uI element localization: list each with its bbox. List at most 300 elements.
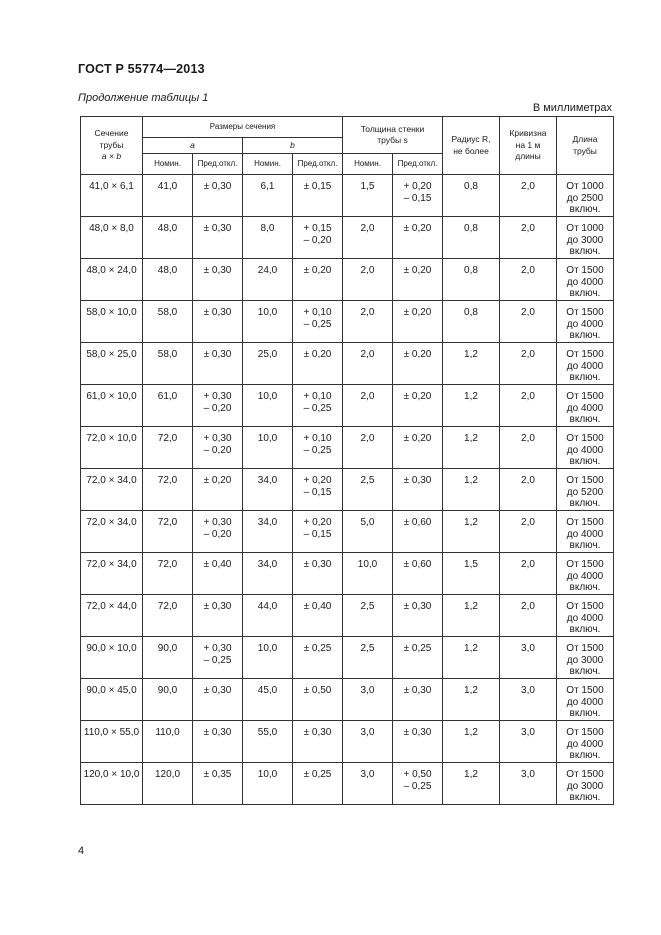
cell-curvature: 2,0 xyxy=(500,217,557,259)
cell-s-tolerance xyxy=(393,511,443,553)
cell-radius: 1,2 xyxy=(443,427,500,469)
cell-s-nominal: 3,0 xyxy=(343,721,393,763)
cell-b-tolerance-line: + 0,20 xyxy=(303,475,332,486)
cell-s-tolerance-line: ± 0,30 xyxy=(403,685,432,696)
cell-b-tolerance-line: – 0,25 xyxy=(303,444,332,456)
table-row xyxy=(81,763,614,805)
cell-s-tolerance xyxy=(393,217,443,259)
cell-length-line: до 4000 xyxy=(566,276,604,288)
cell-length-line: От 1500 xyxy=(566,391,604,402)
cell-b-tolerance xyxy=(293,217,343,259)
cell-section: 72,0 × 44,0 xyxy=(81,595,143,637)
cell-s-nominal: 2,0 xyxy=(343,427,393,469)
cell-length-line: включ. xyxy=(569,540,601,551)
cell-b-tolerance xyxy=(293,637,343,679)
table-row xyxy=(81,595,614,637)
cell-a-tolerance-line: ± 0,30 xyxy=(203,181,232,192)
cell-length-line: От 1500 xyxy=(566,265,604,276)
cell-length xyxy=(557,259,614,301)
cell-radius: 1,2 xyxy=(443,595,500,637)
cell-length-line: включ. xyxy=(569,372,601,383)
cell-b-tolerance-line: ± 0,20 xyxy=(303,265,332,276)
cell-length-line: От 1000 xyxy=(566,181,604,192)
table-row xyxy=(81,259,614,301)
cell-s-tolerance xyxy=(393,553,443,595)
cell-length xyxy=(557,595,614,637)
cell-length-line: до 4000 xyxy=(566,612,604,624)
cell-b-tolerance-line: – 0,20 xyxy=(303,234,332,246)
cell-b-tolerance xyxy=(293,679,343,721)
cell-curvature: 2,0 xyxy=(500,259,557,301)
cell-radius: 0,8 xyxy=(443,259,500,301)
cell-b-tolerance xyxy=(293,175,343,217)
cell-b-nominal: 10,0 xyxy=(243,637,293,679)
table-row xyxy=(81,721,614,763)
cell-section: 41,0 × 6,1 xyxy=(81,175,143,217)
table-row xyxy=(81,469,614,511)
cell-s-nominal: 3,0 xyxy=(343,679,393,721)
cell-curvature: 2,0 xyxy=(500,511,557,553)
header-radius-line2: не более xyxy=(453,145,489,156)
header-b: b xyxy=(243,138,343,154)
cell-s-nominal: 1,5 xyxy=(343,175,393,217)
cell-a-nominal: 72,0 xyxy=(143,595,193,637)
cell-b-nominal: 10,0 xyxy=(243,385,293,427)
cell-a-tolerance xyxy=(193,427,243,469)
cell-length xyxy=(557,553,614,595)
cell-s-tolerance xyxy=(393,385,443,427)
cell-length xyxy=(557,469,614,511)
cell-length-line: включ. xyxy=(569,414,601,425)
cell-section: 120,0 × 10,0 xyxy=(81,763,143,805)
cell-a-tolerance xyxy=(193,259,243,301)
cell-b-tolerance xyxy=(293,301,343,343)
cell-s-tolerance xyxy=(393,259,443,301)
cell-length-line: до 2500 xyxy=(566,192,604,204)
header-wall-thickness xyxy=(343,117,443,154)
cell-section: 48,0 × 8,0 xyxy=(81,217,143,259)
cell-s-tolerance-line: ± 0,20 xyxy=(403,307,432,318)
header-length-line2: трубы xyxy=(573,145,597,156)
specification-table xyxy=(80,116,614,805)
cell-b-tolerance-line: ± 0,25 xyxy=(303,643,332,654)
page-number: 4 xyxy=(78,845,85,857)
cell-b-nominal: 10,0 xyxy=(243,763,293,805)
cell-s-tolerance xyxy=(393,595,443,637)
cell-b-tolerance-line: – 0,15 xyxy=(303,528,332,540)
cell-a-tolerance xyxy=(193,679,243,721)
cell-s-tolerance-line: ± 0,20 xyxy=(403,433,432,444)
cell-a-tolerance-line: ± 0,30 xyxy=(203,223,232,234)
cell-curvature: 2,0 xyxy=(500,595,557,637)
cell-length xyxy=(557,721,614,763)
cell-a-nominal: 90,0 xyxy=(143,637,193,679)
cell-radius: 1,2 xyxy=(443,721,500,763)
cell-a-nominal: 41,0 xyxy=(143,175,193,217)
cell-length-line: От 1500 xyxy=(566,349,604,360)
cell-curvature: 2,0 xyxy=(500,385,557,427)
units-note: В миллиметрах xyxy=(532,102,612,114)
cell-length-line: включ. xyxy=(569,750,601,761)
cell-s-nominal: 2,5 xyxy=(343,469,393,511)
cell-a-nominal: 58,0 xyxy=(143,343,193,385)
cell-b-nominal: 44,0 xyxy=(243,595,293,637)
cell-radius: 1,2 xyxy=(443,343,500,385)
header-a: a xyxy=(143,138,243,154)
cell-length-line: до 4000 xyxy=(566,318,604,330)
cell-a-tolerance xyxy=(193,385,243,427)
cell-a-tolerance-line: ± 0,30 xyxy=(203,601,232,612)
cell-s-tolerance xyxy=(393,763,443,805)
cell-length-line: включ. xyxy=(569,288,601,299)
cell-curvature: 3,0 xyxy=(500,679,557,721)
cell-curvature: 3,0 xyxy=(500,721,557,763)
cell-s-nominal: 2,0 xyxy=(343,385,393,427)
cell-b-nominal: 8,0 xyxy=(243,217,293,259)
cell-section: 72,0 × 10,0 xyxy=(81,427,143,469)
cell-a-nominal: 61,0 xyxy=(143,385,193,427)
table-row xyxy=(81,427,614,469)
cell-b-nominal: 10,0 xyxy=(243,301,293,343)
header-section-line3: a × b xyxy=(101,151,122,162)
cell-a-nominal: 110,0 xyxy=(143,721,193,763)
cell-s-tolerance-line: ± 0,60 xyxy=(403,559,432,570)
header-wall-line1: Толщина стенки xyxy=(360,123,425,134)
cell-length-line: до 4000 xyxy=(566,444,604,456)
table-row xyxy=(81,637,614,679)
cell-a-tolerance-line: + 0,30 xyxy=(203,433,232,444)
cell-a-tolerance xyxy=(193,553,243,595)
cell-length xyxy=(557,217,614,259)
cell-length xyxy=(557,763,614,805)
header-curvature-line2: на 1 м xyxy=(515,139,541,150)
table-row xyxy=(81,175,614,217)
cell-s-nominal: 2,0 xyxy=(343,301,393,343)
cell-a-tolerance xyxy=(193,301,243,343)
header-s-tolerance: Пред.откл. xyxy=(393,154,443,175)
cell-s-tolerance xyxy=(393,175,443,217)
cell-s-nominal: 2,0 xyxy=(343,343,393,385)
header-wall-line2: трубы s xyxy=(377,135,408,145)
cell-b-tolerance xyxy=(293,469,343,511)
cell-a-tolerance-line: + 0,30 xyxy=(203,643,232,654)
cell-length-line: От 1000 xyxy=(566,223,604,234)
table-row xyxy=(81,385,614,427)
cell-a-tolerance xyxy=(193,595,243,637)
cell-s-nominal: 2,5 xyxy=(343,637,393,679)
cell-section: 110,0 × 55,0 xyxy=(81,721,143,763)
cell-section: 72,0 × 34,0 xyxy=(81,469,143,511)
cell-a-tolerance xyxy=(193,343,243,385)
header-curvature-line1: Кривизна xyxy=(509,128,547,139)
cell-length-line: до 4000 xyxy=(566,402,604,414)
cell-section: 90,0 × 45,0 xyxy=(81,679,143,721)
header-section-line1: Сечение xyxy=(94,128,129,139)
cell-radius: 0,8 xyxy=(443,175,500,217)
cell-s-nominal: 2,0 xyxy=(343,259,393,301)
cell-length xyxy=(557,637,614,679)
table-header xyxy=(81,117,614,175)
header-length-line1: Длина xyxy=(572,134,598,145)
cell-radius: 1,2 xyxy=(443,469,500,511)
table-row xyxy=(81,679,614,721)
cell-s-nominal: 2,0 xyxy=(343,217,393,259)
cell-b-tolerance-line: ± 0,30 xyxy=(303,727,332,738)
cell-s-nominal: 10,0 xyxy=(343,553,393,595)
cell-radius: 1,2 xyxy=(443,679,500,721)
cell-s-tolerance-line: ± 0,30 xyxy=(403,475,432,486)
table-row xyxy=(81,343,614,385)
cell-s-tolerance xyxy=(393,637,443,679)
cell-length-line: включ. xyxy=(569,330,601,341)
cell-a-tolerance-line: ± 0,20 xyxy=(203,475,232,486)
cell-length-line: От 1500 xyxy=(566,769,604,780)
cell-radius: 1,2 xyxy=(443,763,500,805)
cell-radius: 1,2 xyxy=(443,385,500,427)
cell-b-nominal: 34,0 xyxy=(243,553,293,595)
header-a-nominal: Номин. xyxy=(143,154,193,175)
cell-curvature: 2,0 xyxy=(500,175,557,217)
cell-a-tolerance-line: ± 0,40 xyxy=(203,559,232,570)
cell-length-line: до 4000 xyxy=(566,570,604,582)
cell-radius: 1,2 xyxy=(443,637,500,679)
cell-section: 48,0 × 24,0 xyxy=(81,259,143,301)
cell-a-tolerance xyxy=(193,637,243,679)
cell-s-tolerance-line: ± 0,20 xyxy=(403,349,432,360)
cell-length-line: включ. xyxy=(569,246,601,257)
cell-section: 61,0 × 10,0 xyxy=(81,385,143,427)
cell-b-tolerance-line: ± 0,15 xyxy=(303,181,332,192)
cell-a-tolerance-line: – 0,20 xyxy=(203,444,232,456)
cell-curvature: 2,0 xyxy=(500,553,557,595)
cell-b-nominal: 34,0 xyxy=(243,511,293,553)
cell-length-line: до 3000 xyxy=(566,780,604,792)
cell-a-tolerance xyxy=(193,721,243,763)
cell-length-line: включ. xyxy=(569,792,601,803)
cell-a-tolerance xyxy=(193,511,243,553)
cell-radius: 0,8 xyxy=(443,301,500,343)
header-s-nominal: Номин. xyxy=(343,154,393,175)
cell-a-nominal: 72,0 xyxy=(143,511,193,553)
cell-a-nominal: 72,0 xyxy=(143,427,193,469)
table-body xyxy=(81,175,614,805)
cell-length-line: до 4000 xyxy=(566,360,604,372)
cell-section: 58,0 × 10,0 xyxy=(81,301,143,343)
cell-section: 72,0 × 34,0 xyxy=(81,511,143,553)
header-b-nominal: Номин. xyxy=(243,154,293,175)
cell-length-line: до 3000 xyxy=(566,234,604,246)
cell-radius: 1,2 xyxy=(443,511,500,553)
header-b-tolerance: Пред.откл. xyxy=(293,154,343,175)
cell-length-line: включ. xyxy=(569,666,601,677)
cell-a-nominal: 72,0 xyxy=(143,553,193,595)
cell-a-tolerance xyxy=(193,217,243,259)
cell-b-tolerance xyxy=(293,511,343,553)
cell-length xyxy=(557,427,614,469)
cell-s-tolerance xyxy=(393,301,443,343)
cell-length-line: От 1500 xyxy=(566,559,604,570)
cell-b-nominal: 34,0 xyxy=(243,469,293,511)
cell-length-line: От 1500 xyxy=(566,601,604,612)
cell-section: 72,0 × 34,0 xyxy=(81,553,143,595)
cell-a-tolerance xyxy=(193,175,243,217)
table-row xyxy=(81,553,614,595)
cell-curvature: 2,0 xyxy=(500,427,557,469)
cell-length-line: до 5200 xyxy=(566,486,604,498)
cell-b-nominal: 6,1 xyxy=(243,175,293,217)
cell-s-tolerance xyxy=(393,469,443,511)
cell-s-tolerance-line: ± 0,25 xyxy=(403,643,432,654)
cell-b-tolerance xyxy=(293,553,343,595)
cell-length xyxy=(557,511,614,553)
cell-b-tolerance-line: – 0,15 xyxy=(303,486,332,498)
cell-a-tolerance-line: + 0,30 xyxy=(203,517,232,528)
cell-length-line: От 1500 xyxy=(566,643,604,654)
cell-a-nominal: 48,0 xyxy=(143,217,193,259)
cell-b-tolerance xyxy=(293,343,343,385)
cell-s-tolerance xyxy=(393,427,443,469)
cell-b-tolerance-line: ± 0,20 xyxy=(303,349,332,360)
cell-length xyxy=(557,343,614,385)
cell-length-line: включ. xyxy=(569,624,601,635)
cell-s-tolerance-line: ± 0,20 xyxy=(403,223,432,234)
document-title: ГОСТ Р 55774—2013 xyxy=(78,62,205,76)
cell-b-tolerance-line: + 0,20 xyxy=(303,517,332,528)
cell-curvature: 3,0 xyxy=(500,637,557,679)
cell-b-tolerance xyxy=(293,385,343,427)
cell-b-tolerance-line: + 0,15 xyxy=(303,223,332,234)
cell-s-tolerance xyxy=(393,343,443,385)
cell-length xyxy=(557,175,614,217)
cell-length-line: От 1500 xyxy=(566,727,604,738)
cell-b-tolerance xyxy=(293,595,343,637)
header-section-line2: трубы xyxy=(99,139,124,150)
cell-a-tolerance-line: – 0,20 xyxy=(203,528,232,540)
cell-b-tolerance-line: ± 0,50 xyxy=(303,685,332,696)
cell-b-tolerance xyxy=(293,763,343,805)
cell-s-tolerance-line: ± 0,20 xyxy=(403,265,432,276)
cell-a-tolerance xyxy=(193,763,243,805)
cell-a-tolerance-line: ± 0,30 xyxy=(203,349,232,360)
cell-b-nominal: 24,0 xyxy=(243,259,293,301)
cell-b-tolerance xyxy=(293,259,343,301)
cell-b-tolerance-line: + 0,10 xyxy=(303,391,332,402)
cell-a-tolerance-line: ± 0,35 xyxy=(203,769,232,780)
cell-s-tolerance-line: ± 0,30 xyxy=(403,727,432,738)
cell-s-tolerance-line: – 0,15 xyxy=(403,192,432,204)
cell-length-line: до 4000 xyxy=(566,696,604,708)
cell-length-line: От 1500 xyxy=(566,475,604,486)
cell-s-tolerance-line: ± 0,30 xyxy=(403,601,432,612)
header-curvature-line3: длины xyxy=(515,151,541,162)
cell-b-nominal: 55,0 xyxy=(243,721,293,763)
header-a-tolerance: Пред.откл. xyxy=(193,154,243,175)
cell-radius: 0,8 xyxy=(443,217,500,259)
cell-curvature: 2,0 xyxy=(500,343,557,385)
header-radius xyxy=(443,117,500,175)
cell-b-tolerance xyxy=(293,721,343,763)
cell-b-tolerance xyxy=(293,427,343,469)
cell-b-tolerance-line: – 0,25 xyxy=(303,402,332,414)
cell-b-tolerance-line: ± 0,40 xyxy=(303,601,332,612)
cell-s-tolerance-line: + 0,50 xyxy=(403,769,432,780)
header-section xyxy=(81,117,143,175)
header-curvature xyxy=(500,117,557,175)
header-length xyxy=(557,117,614,175)
header-section-sizes: Размеры сечения xyxy=(143,117,343,138)
cell-a-tolerance xyxy=(193,469,243,511)
cell-a-tolerance-line: + 0,30 xyxy=(203,391,232,402)
cell-b-tolerance-line: ± 0,30 xyxy=(303,559,332,570)
cell-s-tolerance-line: ± 0,60 xyxy=(403,517,432,528)
cell-section: 90,0 × 10,0 xyxy=(81,637,143,679)
cell-b-tolerance-line: + 0,10 xyxy=(303,433,332,444)
cell-b-nominal: 45,0 xyxy=(243,679,293,721)
cell-s-tolerance-line: + 0,20 xyxy=(403,181,432,192)
table-caption: Продолжение таблицы 1 xyxy=(78,92,209,104)
cell-length-line: включ. xyxy=(569,582,601,593)
cell-length-line: От 1500 xyxy=(566,433,604,444)
cell-length-line: включ. xyxy=(569,708,601,719)
table-row xyxy=(81,301,614,343)
cell-s-tolerance-line: – 0,25 xyxy=(403,780,432,792)
cell-b-nominal: 10,0 xyxy=(243,427,293,469)
cell-length-line: От 1500 xyxy=(566,685,604,696)
cell-length-line: включ. xyxy=(569,204,601,215)
cell-a-tolerance-line: ± 0,30 xyxy=(203,727,232,738)
table-row xyxy=(81,511,614,553)
cell-a-nominal: 120,0 xyxy=(143,763,193,805)
cell-length-line: до 4000 xyxy=(566,738,604,750)
cell-radius: 1,5 xyxy=(443,553,500,595)
cell-s-tolerance xyxy=(393,679,443,721)
cell-curvature: 3,0 xyxy=(500,763,557,805)
cell-length-line: От 1500 xyxy=(566,307,604,318)
cell-a-nominal: 72,0 xyxy=(143,469,193,511)
cell-a-tolerance-line: – 0,20 xyxy=(203,402,232,414)
cell-length-line: От 1500 xyxy=(566,517,604,528)
cell-b-tolerance-line: ± 0,25 xyxy=(303,769,332,780)
cell-section: 58,0 × 25,0 xyxy=(81,343,143,385)
cell-a-tolerance-line: ± 0,30 xyxy=(203,307,232,318)
cell-length xyxy=(557,301,614,343)
cell-s-nominal: 5,0 xyxy=(343,511,393,553)
cell-a-tolerance-line: ± 0,30 xyxy=(203,685,232,696)
header-radius-line1: Радиус R, xyxy=(451,134,491,145)
cell-a-tolerance-line: ± 0,30 xyxy=(203,265,232,276)
cell-b-nominal: 25,0 xyxy=(243,343,293,385)
cell-b-tolerance-line: + 0,10 xyxy=(303,307,332,318)
cell-a-nominal: 48,0 xyxy=(143,259,193,301)
cell-length-line: до 3000 xyxy=(566,654,604,666)
cell-curvature: 2,0 xyxy=(500,469,557,511)
cell-a-nominal: 58,0 xyxy=(143,301,193,343)
cell-a-nominal: 90,0 xyxy=(143,679,193,721)
cell-s-nominal: 2,5 xyxy=(343,595,393,637)
cell-a-tolerance-line: – 0,25 xyxy=(203,654,232,666)
table-row xyxy=(81,217,614,259)
cell-length-line: включ. xyxy=(569,498,601,509)
cell-length-line: до 4000 xyxy=(566,528,604,540)
cell-b-tolerance-line: – 0,25 xyxy=(303,318,332,330)
cell-s-tolerance-line: ± 0,20 xyxy=(403,391,432,402)
cell-s-nominal: 3,0 xyxy=(343,763,393,805)
cell-length xyxy=(557,385,614,427)
cell-s-tolerance xyxy=(393,721,443,763)
cell-length xyxy=(557,679,614,721)
cell-length-line: включ. xyxy=(569,456,601,467)
cell-curvature: 2,0 xyxy=(500,301,557,343)
